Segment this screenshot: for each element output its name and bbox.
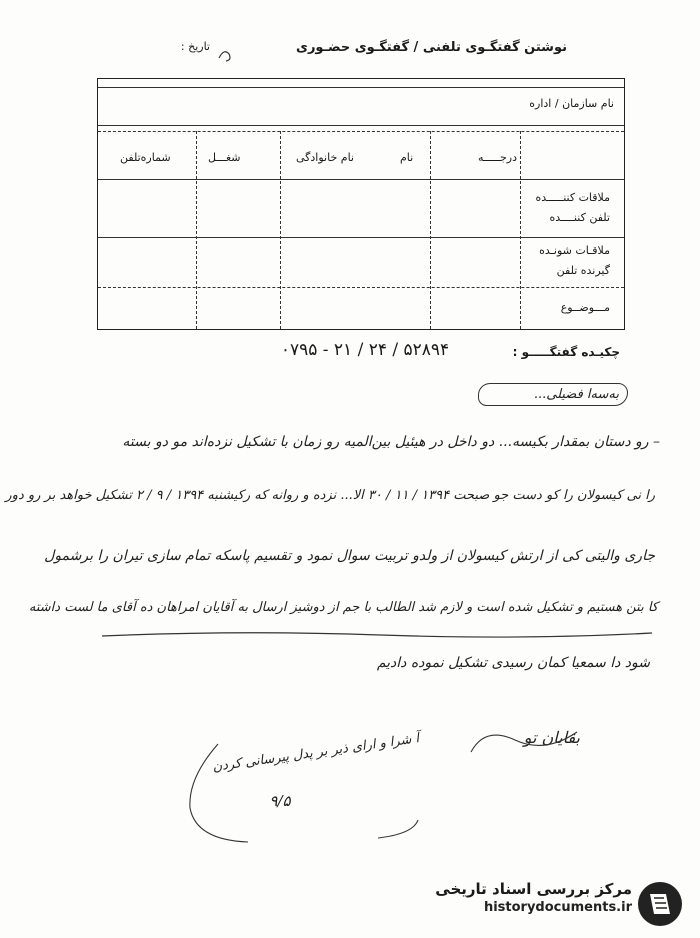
handwritten-line: شود دا سمعیا کمان رسیدی تشکیل نموده دادیم xyxy=(376,655,650,671)
handwritten-line: را نی کیسولان را کو دست جو صبحت ۱۳۹۴ / ۱۱ / ۳۰ الا... نزده و روانه که رکیشنبه ۱۳۹۴ / ۹ / ۲ تشکیل خواهد بر رو دور xyxy=(5,488,655,503)
page-number: ۹/۵ xyxy=(269,792,291,810)
archive-logo-icon xyxy=(636,880,684,928)
footer-org-name: مرکز بررسی اسناد تاریخی xyxy=(435,880,632,898)
col-divider xyxy=(430,131,431,329)
handwritten-line: جاری والیتی کی از ارتش کیسولان از ولدو تربیت سوال نمود و تقسیم پاسکه تمام سازی تیران را برشمول xyxy=(44,548,655,564)
rule xyxy=(98,179,624,180)
col-divider xyxy=(196,131,197,329)
row-caller: تلفن کننــــده xyxy=(549,211,610,224)
document-code: ۰۷۹۵ - ۲۱ / ۲۴ / ۵۲۸۹۴ xyxy=(280,340,450,360)
footer-url: historydocuments.ir xyxy=(483,900,632,915)
col-first-name: نام xyxy=(400,151,414,164)
rule xyxy=(98,125,624,126)
contact-form-table xyxy=(97,78,625,330)
col-divider xyxy=(280,131,281,329)
handwritten-line: کا بتن هستیم و تشکیل شده است و لازم شد الطالب با جم از دوشیز ارسال به آقایان امراهان ده آقای ما لست داشته xyxy=(28,600,658,615)
col-divider xyxy=(520,131,521,329)
row-subject: مـــوضــوع xyxy=(560,301,610,314)
row-visitor: ملاقات کننـــــده xyxy=(535,191,610,204)
summary-label: چکیـده گفتگـــــو : xyxy=(512,345,620,359)
handwritten-line: – رو دستان بمقدار بکیسه... دو داخل در هیئیل بین‌المیه رو زمان با تشکیل نزده‌اند مو دو بسته xyxy=(122,434,660,450)
signature-text: بقایان تو xyxy=(523,728,580,747)
col-job: شغـــل xyxy=(208,151,241,164)
rule xyxy=(98,237,624,238)
date-label: تاریخ : xyxy=(180,40,210,53)
rule xyxy=(98,87,624,88)
col-phone: شماره‌تلفن xyxy=(120,151,171,164)
rule xyxy=(98,131,624,132)
form-title: نوشتن گفتگـوی تلفنی / گفتگـوی حضـوری xyxy=(296,40,567,55)
org-label: نام سازمان / اداره xyxy=(529,97,614,110)
col-last-name: نام خانوادگی xyxy=(296,151,354,164)
handwritten-note: آ شرا و ارای ذیر بر پدل پیرسانی کردن xyxy=(211,731,420,775)
row-receiver: گیرنده تلفن xyxy=(556,264,610,277)
col-rank: درجـــــه xyxy=(478,151,518,164)
signature-scribble xyxy=(465,722,585,762)
footer-watermark xyxy=(410,880,632,915)
row-visited: ملاقـات شونـده xyxy=(539,244,610,257)
underline-mark xyxy=(100,628,655,640)
scribble-mark xyxy=(216,46,236,66)
handwritten-heading: به‌سه‌ا فضیلی... xyxy=(478,383,628,406)
rule xyxy=(98,287,624,288)
